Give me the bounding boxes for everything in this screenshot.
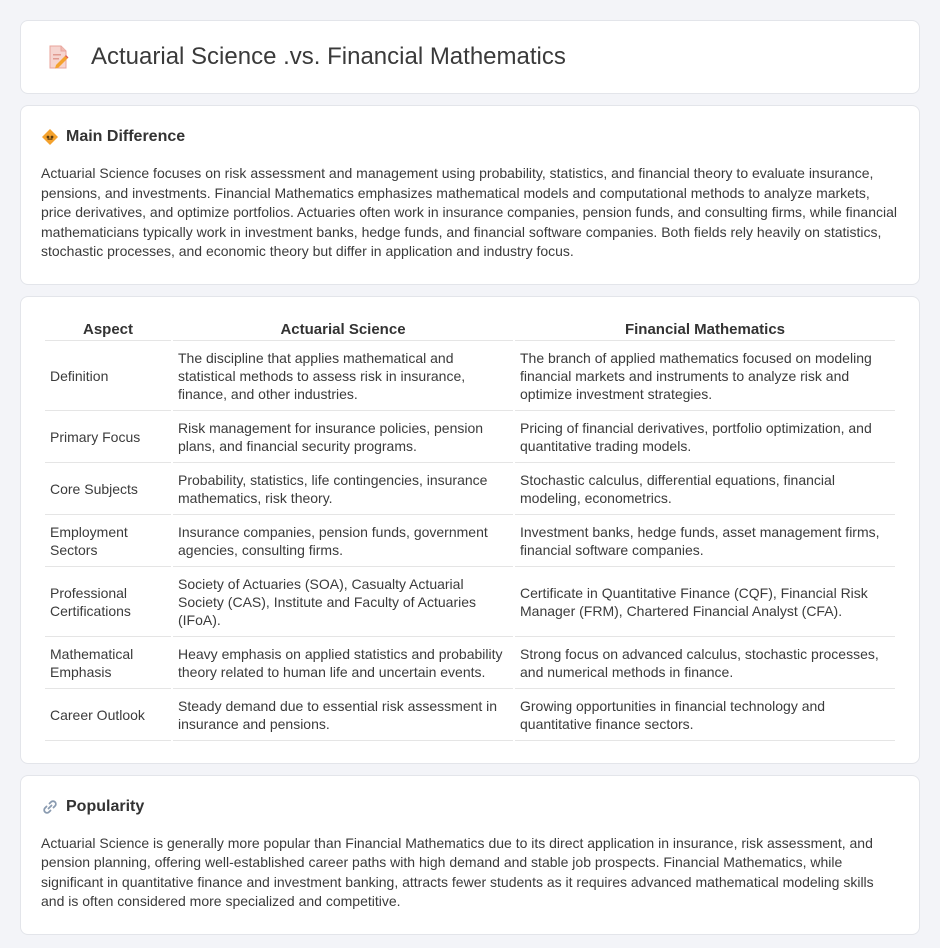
row-actuarial-science: The discipline that applies mathematical and statistical methods to assess risk in insurance, finance, and other industries. bbox=[173, 341, 513, 411]
comparison-table bbox=[43, 317, 897, 741]
row-financial-mathematics: Growing opportunities in financial technology and quantitative finance sectors. bbox=[515, 689, 895, 741]
main-difference-text: Actuarial Science focuses on risk assessment and management using probability, statistics, and financial theory to evaluate insurance, pensions, and investments. Financial Mathematics emphasizes mathematical models and computational methods to analyze markets, price derivatives, and optimize portfolios. Actuaries often work in insurance companies, pension funds, and consulting firms, while financial mathematicians typically work in investment banks, hedge funds, and financial software companies. Both fields rely heavily on statistics, stochastic processes, and economic theory but differ in application and industry focus. bbox=[41, 165, 897, 259]
table-row bbox=[45, 341, 895, 411]
main-difference-heading: Main Difference bbox=[66, 128, 186, 145]
row-aspect: Core Subjects bbox=[45, 463, 171, 515]
table-row bbox=[45, 463, 895, 515]
table-row bbox=[45, 411, 895, 463]
header-aspect: Aspect bbox=[45, 317, 171, 341]
row-financial-mathematics: Stochastic calculus, differential equations, financial modeling, econometrics. bbox=[515, 463, 895, 515]
popularity-header bbox=[41, 798, 899, 816]
table-header-row bbox=[45, 317, 895, 341]
row-financial-mathematics: Investment banks, hedge funds, asset management firms, financial software companies. bbox=[515, 515, 895, 567]
row-aspect: Professional Certifications bbox=[45, 567, 171, 637]
document-edit-icon bbox=[47, 44, 69, 70]
row-aspect: Definition bbox=[45, 341, 171, 411]
row-actuarial-science: Society of Actuaries (SOA), Casualty Actuarial Society (CAS), Institute and Faculty of Actuaries (IFoA). bbox=[173, 567, 513, 637]
row-financial-mathematics: Strong focus on advanced calculus, stochastic processes, and numerical methods in finance. bbox=[515, 637, 895, 689]
row-aspect: Career Outlook bbox=[45, 689, 171, 741]
header-card bbox=[20, 20, 920, 94]
row-actuarial-science: Risk management for insurance policies, pension plans, and financial security programs. bbox=[173, 411, 513, 463]
main-difference-card bbox=[20, 105, 920, 285]
comparison-card bbox=[20, 296, 920, 764]
main-difference-header bbox=[41, 128, 899, 146]
link-icon bbox=[41, 798, 59, 816]
row-actuarial-science: Steady demand due to essential risk assessment in insurance and pensions. bbox=[173, 689, 513, 741]
table-row bbox=[45, 567, 895, 637]
row-financial-mathematics: The branch of applied mathematics focused on modeling financial markets and instruments to analyze risk and optimize investment strategies. bbox=[515, 341, 895, 411]
row-financial-mathematics: Certificate in Quantitative Finance (CQF), Financial Risk Manager (FRM), Chartered Financial Analyst (CFA). bbox=[515, 567, 895, 637]
row-aspect: Mathematical Emphasis bbox=[45, 637, 171, 689]
row-actuarial-science: Heavy emphasis on applied statistics and probability theory related to human life and uncertain events. bbox=[173, 637, 513, 689]
diamond-sign-icon bbox=[41, 128, 59, 146]
popularity-card bbox=[20, 775, 920, 935]
row-aspect: Employment Sectors bbox=[45, 515, 171, 567]
table-row bbox=[45, 637, 895, 689]
row-actuarial-science: Probability, statistics, life contingencies, insurance mathematics, risk theory. bbox=[173, 463, 513, 515]
row-aspect: Primary Focus bbox=[45, 411, 171, 463]
row-financial-mathematics: Pricing of financial derivatives, portfolio optimization, and quantitative trading models. bbox=[515, 411, 895, 463]
popularity-text: Actuarial Science is generally more popular than Financial Mathematics due to its direct application in insurance, risk assessment, and pension planning, offering well-established career paths with high demand and stable job prospects. Financial Mathematics, while significant in quantitative finance and investment banking, attracts fewer students as it requires advanced mathematical modeling skills and is often considered more specialized and competitive. bbox=[41, 834, 874, 909]
page-title: Actuarial Science .vs. Financial Mathematics bbox=[91, 43, 566, 70]
header-actuarial-science: Actuarial Science bbox=[173, 317, 513, 341]
popularity-heading: Popularity bbox=[66, 797, 145, 815]
header-financial-mathematics: Financial Mathematics bbox=[515, 317, 895, 341]
table-row bbox=[45, 515, 895, 567]
row-actuarial-science: Insurance companies, pension funds, government agencies, consulting firms. bbox=[173, 515, 513, 567]
table-row bbox=[45, 689, 895, 741]
